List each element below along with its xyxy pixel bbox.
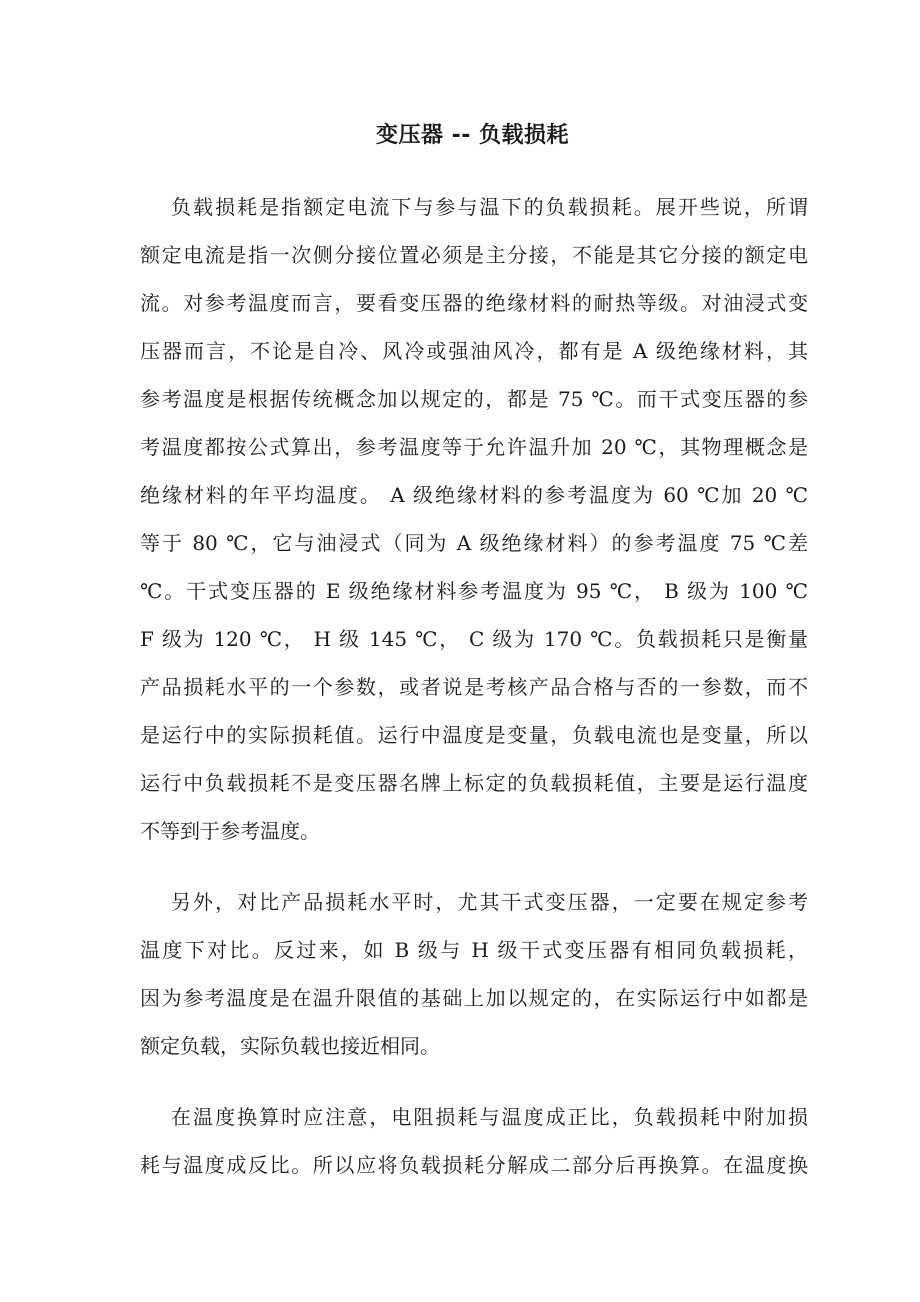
paragraph-line: 温度下对比。反过来，如 B 级与 H 级干式变压器有相同负载损耗， bbox=[140, 938, 808, 962]
paragraph-line: ℃。干式变压器的 E 级绝缘材料参考温度为 95 ℃， B 级为 100 ℃ bbox=[140, 579, 808, 603]
paragraph-line: 等于 80 ℃，它与油浸式（同为 A 级绝缘材料）的参考温度 75 ℃差 bbox=[140, 531, 808, 555]
paragraph-line: 不等到于参考温度。 bbox=[140, 819, 320, 843]
paragraph-line: 耗与温度成反比。所以应将负载损耗分解成二部分后再换算。在温度换 bbox=[140, 1153, 808, 1177]
paragraph-line: 流。对参考温度而言，要看变压器的绝缘材料的耐热等级。对油浸式变 bbox=[140, 291, 808, 315]
paragraph-line: 另外，对比产品损耗水平时，尤其干式变压器，一定要在规定参考 bbox=[171, 890, 808, 914]
paragraph-line: 参考温度是根据传统概念加以规定的，都是 75 ℃。而干式变压器的参 bbox=[140, 387, 808, 411]
paragraph-line: F 级为 120 ℃， H 级 145 ℃， C 级为 170 ℃。负载损耗只是衡量 bbox=[140, 627, 808, 651]
paragraph-line: 负载损耗是指额定电流下与参与温下的负载损耗。展开些说，所谓 bbox=[171, 195, 808, 219]
paragraph-line: 绝缘材料的年平均温度。 A 级绝缘材料的参考温度为 60 ℃加 20 ℃ bbox=[140, 483, 808, 507]
paragraph-line: 在温度换算时应注意，电阻损耗与温度成正比，负载损耗中附加损 bbox=[171, 1105, 808, 1129]
paragraph-line: 是运行中的实际损耗值。运行中温度是变量，负载电流也是变量，所以 bbox=[140, 723, 808, 747]
document-title: 变压器 -- 负载损耗 bbox=[375, 123, 570, 148]
paragraph-line: 因为参考温度是在温升限值的基础上加以规定的，在实际运行中如都是 bbox=[140, 986, 808, 1010]
paragraph-line: 运行中负载损耗不是变压器名牌上标定的负载损耗值，主要是运行温度 bbox=[140, 771, 808, 795]
paragraph-line: 额定负载，实际负载也接近相同。 bbox=[140, 1034, 440, 1058]
paragraph-line: 压器而言，不论是自冷、风冷或强油风冷，都有是 A 级绝缘材料，其 bbox=[140, 339, 808, 363]
paragraph-line: 产品损耗水平的一个参数，或者说是考核产品合格与否的一参数，而不 bbox=[140, 675, 808, 699]
paragraph-line: 额定电流是指一次侧分接位置必须是主分接，不能是其它分接的额定电 bbox=[140, 243, 808, 267]
paragraph-line: 考温度都按公式算出，参考温度等于允许温升加 20 ℃，其物理概念是 bbox=[140, 435, 808, 459]
